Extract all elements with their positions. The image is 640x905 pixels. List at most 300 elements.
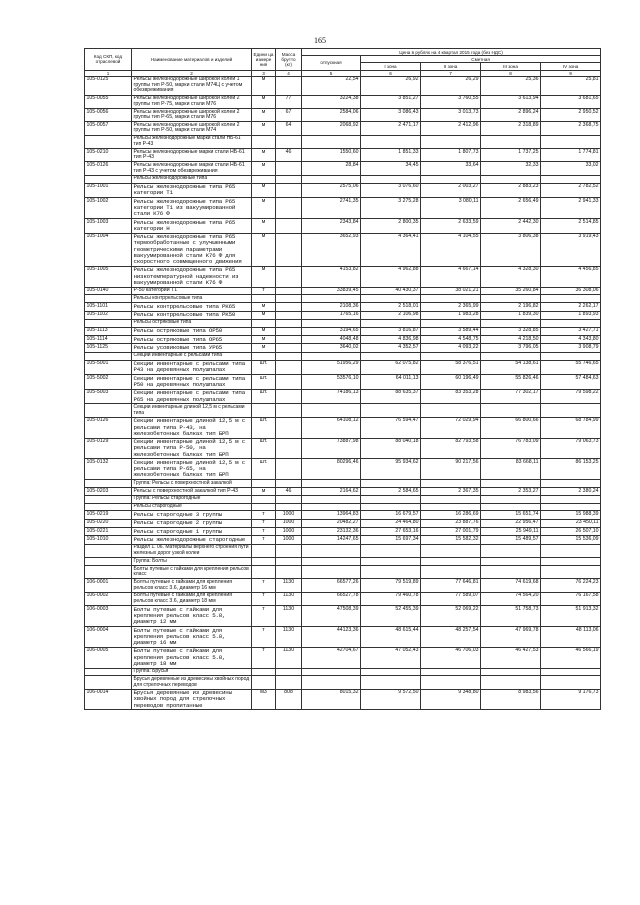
name-cell: Рельсы усовиковые типа УР65 [132,344,252,352]
empty-cell [302,352,361,360]
header-zone2: II зона [421,63,481,70]
group-row [85,135,601,148]
code-cell [85,495,132,503]
empty-cell [276,558,302,566]
col-index: 9 [541,70,601,76]
price-cell: 57 484,63 [541,375,601,390]
name-cell: Рельсы железнодорожные типа Р65 категории Н [132,218,252,233]
price-cell: 83 668,11 [481,459,541,480]
mass-cell: 1130 [276,626,302,647]
price-cell: 22 956,47 [481,519,541,527]
price-cell: 3 076,60 [361,183,421,198]
code-cell [85,135,132,148]
price-cell: 2 782,52 [541,183,601,198]
price-cell: 58 376,51 [421,360,481,375]
unit-cell: м [252,108,276,121]
price-cell: 23 887,76 [421,519,481,527]
empty-cell [421,404,481,417]
mass-cell [276,233,302,266]
price-cell: 2 656,49 [481,198,541,219]
empty-cell [276,480,302,488]
unit-cell: т [252,647,276,668]
empty-cell [481,676,541,689]
unit-cell: м [252,76,276,95]
price-cell: 2 003,27 [421,183,481,198]
empty-cell [276,668,302,676]
table-row [85,528,601,536]
empty-cell [541,544,601,557]
code-cell [85,352,132,360]
price-cell: 2 353,27 [481,487,541,495]
price-cell: 15 582,32 [421,536,481,544]
empty-cell [541,295,601,303]
price-cell: 33,64 [421,162,481,175]
unit-cell: м [252,344,276,352]
mass-cell: 1130 [276,592,302,605]
empty-cell [276,295,302,303]
code-cell: 105-1004 [85,233,132,266]
table-row [85,162,601,175]
price-cell: 48 257,54 [421,626,481,647]
code-cell [85,676,132,689]
price-cell: 26 507,10 [541,528,601,536]
price-cell: 3 851,27 [361,95,421,108]
price-cell: 51 758,73 [481,606,541,627]
price-cell: 64108,12 [302,417,361,438]
empty-cell [361,503,421,511]
unit-cell: м [252,336,276,344]
price-cell: 4 328,30 [481,266,541,287]
code-cell: 105-1003 [85,218,132,233]
empty-cell [541,135,601,148]
price-cell: 16 679,57 [361,511,421,519]
price-cell: 46 566,19 [541,647,601,668]
price-cell: 26,92 [361,76,421,95]
unit-cell: шт. [252,389,276,404]
empty-cell [252,676,276,689]
empty-cell [252,503,276,511]
price-cell: 42704,67 [302,647,361,668]
empty-cell [481,544,541,557]
name-cell: Рельсы железнодорожные старогодные [132,536,252,544]
empty-cell [481,352,541,360]
group-row [85,319,601,327]
empty-cell [481,175,541,183]
group-name-cell: Рельсы остряковые типа [132,319,252,327]
code-cell: 105-1102 [85,311,132,319]
empty-cell [541,566,601,579]
empty-cell [361,676,421,689]
price-cell: 34,45 [361,162,421,175]
price-cell: 3 613,94 [481,95,541,108]
price-cell: 33839,45 [302,287,361,295]
empty-cell [276,404,302,417]
code-cell: 106-0014 [85,689,132,710]
empty-cell [421,668,481,676]
mass-cell [276,303,302,311]
name-cell: Рельсы железнодорожные типа Р65 категории Т1 [132,183,252,198]
code-cell: 105-0203 [85,487,132,495]
group-row [85,295,601,303]
price-cell: 27 653,16 [361,528,421,536]
price-cell: 47 052,43 [361,647,421,668]
header-name: Наименование материалов и изделий [132,49,252,71]
price-cell: 82 793,58 [421,438,481,459]
price-cell: 88 635,37 [361,389,421,404]
unit-cell: т [252,606,276,627]
price-cell: 46 706,03 [421,647,481,668]
empty-cell [252,558,276,566]
mass-cell [276,336,302,344]
price-cell: 1 737,25 [481,149,541,162]
group-name-cell: Группа: Брусья [132,668,252,676]
empty-cell [421,566,481,579]
empty-cell [541,668,601,676]
table-row [85,438,601,459]
price-cell: 9 176,73 [541,689,601,710]
unit-cell: м [252,149,276,162]
mass-cell: 1130 [276,579,302,592]
price-cell: 4 836,98 [361,336,421,344]
empty-cell [252,544,276,557]
price-cell: 2 633,59 [421,218,481,233]
table-row [85,459,601,480]
empty-cell [276,566,302,579]
empty-cell [302,295,361,303]
empty-cell [252,295,276,303]
header-mass: Масса брутто (кг) [276,49,302,71]
table-row [85,122,601,135]
empty-cell [276,495,302,503]
empty-cell [481,668,541,676]
empty-cell [361,352,421,360]
price-cell: 3 589,44 [421,327,481,335]
empty-cell [541,480,601,488]
mass-cell: 808 [276,689,302,710]
price-cell: 1 807,73 [421,149,481,162]
price-cell: 2 442,30 [481,218,541,233]
group-name-cell: Группа: Рельсы с поверхностной закалкой [132,480,252,488]
name-cell: Брусья деревянные из древесины хвойных пород для стрелочных переводов пропитанные [132,689,252,710]
table-row [85,606,601,627]
code-cell [85,668,132,676]
code-cell: 105-0219 [85,511,132,519]
empty-cell [361,566,421,579]
mass-cell: 1000 [276,536,302,544]
price-cell: 23132,36 [302,528,361,536]
code-cell: 106-0005 [85,647,132,668]
empty-cell [276,135,302,148]
table-row [85,487,601,495]
price-cell: 66 800,66 [481,417,541,438]
empty-cell [481,135,541,148]
code-cell [85,566,132,579]
group-row [85,404,601,417]
empty-cell [276,319,302,327]
table-row [85,287,601,295]
mass-cell: 46 [276,487,302,495]
name-cell: Рельсы железнодорожные широкой колеи 2 группы тип Р-65, марки стали М76 [132,108,252,121]
price-cell: 3 328,85 [481,327,541,335]
name-cell: Рельсы старогодные 1 группы [132,528,252,536]
price-cell: 46 427,53 [481,647,541,668]
name-cell: Секции инвентарные длиной 12,5 м с рельсами типа Р-65, на железобетонных балках тип БРП [132,459,252,480]
price-cell: 2584,06 [302,108,361,121]
empty-cell [302,676,361,689]
empty-cell [361,668,421,676]
price-cell: 79 598,22 [541,389,601,404]
price-cell: 47 969,78 [481,626,541,647]
code-cell: 105-1005 [85,266,132,287]
name-cell: Болты путевые с гайками для крепления рельсов класс 5.8, диаметр 16 мм [132,626,252,647]
price-cell: 53576,10 [302,375,361,390]
name-cell: Секции инвентарные длиной 12,5 м с рельсами типа Р-43, на железобетонных балках тип БРП [132,417,252,438]
mass-cell [276,375,302,390]
empty-cell [302,319,361,327]
header-unit: Едини ца измере ния [252,49,276,71]
empty-cell [252,135,276,148]
price-cell: 2164,62 [302,487,361,495]
price-cell: 15 489,57 [481,536,541,544]
name-cell: Болты путевые с гайками для крепления рельсов класс 3.6, диаметр 16 мм [132,579,252,592]
empty-cell [361,295,421,303]
price-cell: 83 353,28 [421,389,481,404]
empty-cell [481,295,541,303]
unit-cell: м [252,218,276,233]
empty-cell [252,175,276,183]
header-estimate: Сметная [361,56,601,63]
price-cell: 86 153,25 [541,459,601,480]
table-row [85,592,601,605]
table-row [85,344,601,352]
group-name-cell: Раздел 1. 06. Материалы верхнего строения пути железных дорог узкой колеи [132,544,252,557]
name-cell: Рельсы остряковые типа ОР50 [132,327,252,335]
mass-cell [276,162,302,175]
unit-cell: т [252,287,276,295]
empty-cell [302,558,361,566]
code-cell: 105-1114 [85,336,132,344]
unit-cell: шт. [252,459,276,480]
empty-cell [361,495,421,503]
price-cell: 51956,29 [302,360,361,375]
empty-cell [421,295,481,303]
mass-cell: 64 [276,122,302,135]
empty-cell [302,175,361,183]
mass-cell: 1000 [276,511,302,519]
mass-cell [276,218,302,233]
mass-cell [276,183,302,198]
price-cell: 88 040,18 [361,438,421,459]
empty-cell [421,544,481,557]
empty-cell [302,503,361,511]
code-cell [85,558,132,566]
empty-cell [421,558,481,566]
price-cell: 15 697,34 [361,536,421,544]
price-cell: 35 260,84 [481,287,541,295]
price-cell: 25,36 [481,76,541,95]
table-row [85,519,601,527]
mass-cell [276,344,302,352]
empty-cell [361,480,421,488]
code-cell: 105-5001 [85,360,132,375]
empty-cell [361,319,421,327]
price-cell: 95 934,62 [361,459,421,480]
empty-cell [541,558,601,566]
price-cell: 14247,65 [302,536,361,544]
price-cell: 48 615,44 [361,626,421,647]
price-cell: 4 962,88 [361,266,421,287]
price-cell: 2 471,17 [361,122,421,135]
code-cell: 106-0002 [85,592,132,605]
empty-cell [541,503,601,511]
empty-cell [421,495,481,503]
price-cell: 13964,83 [302,511,361,519]
group-name-cell: Рельсы железнодорожные марки стали НБ-61 тип Р-43 [132,135,252,148]
name-cell: Рельсы железнодорожные широкой колеи 1 группы тип Р-50, марки стали М74Ц с учетом обезвреживания [132,76,252,95]
price-cell: 74 619,68 [481,579,541,592]
empty-cell [481,319,541,327]
price-cell: 76 594,47 [361,417,421,438]
code-cell: 105-0221 [85,528,132,536]
price-cell: 4 456,85 [541,266,601,287]
price-cell: 90 217,56 [421,459,481,480]
price-cell: 3 013,73 [421,108,481,121]
price-cell: 2 883,23 [481,183,541,198]
table-row [85,198,601,219]
price-cell: 77 589,07 [421,592,481,605]
code-cell: 105-5002 [85,375,132,390]
price-cell: 2 380,24 [541,487,601,495]
price-cell: 3 908,79 [541,344,601,352]
price-table [84,48,601,710]
table-row [85,536,601,544]
mass-cell [276,198,302,219]
price-cell: 64 011,13 [361,375,421,390]
unit-cell: т [252,579,276,592]
name-cell: Рельсы железнодорожные типа Р65 термообработанные с улучшенными геометрическими параметрами вакуумированной стали К76 Ф для скоростного совмещенного движения [132,233,252,266]
empty-cell [421,135,481,148]
price-cell: 15 988,39 [541,511,601,519]
price-cell: 2 584,65 [361,487,421,495]
empty-cell [481,566,541,579]
code-cell [85,503,132,511]
price-cell: 33,02 [541,162,601,175]
unit-cell: м3 [252,689,276,710]
price-cell: 32,33 [481,162,541,175]
table-row [85,360,601,375]
code-cell [85,295,132,303]
table-row [85,303,601,311]
name-cell: Секции инвентарные с рельсами типа Р50 на деревянных полушпалах [132,375,252,390]
code-cell: 105-0057 [85,122,132,135]
name-cell: Рельсы железнодорожные типа Р65 категории Т1 из вакуумированной стали К76 Ф [132,198,252,219]
group-row [85,352,601,360]
empty-cell [302,480,361,488]
price-cell: 73887,98 [302,438,361,459]
code-cell [85,319,132,327]
unit-cell: м [252,311,276,319]
name-cell: Рельсы контррельсовые типа РК65 [132,303,252,311]
code-cell [85,480,132,488]
code-cell: 105-0055 [85,95,132,108]
mass-cell [276,417,302,438]
code-cell: 105-1002 [85,198,132,219]
mass-cell [276,327,302,335]
code-cell: 105-0125 [85,76,132,95]
mass-cell [276,76,302,95]
table-row [85,336,601,344]
price-cell: 52 455,39 [361,606,421,627]
page-number: 165 [314,36,326,45]
unit-cell: м [252,198,276,219]
col-index: 2 [132,70,252,76]
price-cell: 4048,48 [302,336,361,344]
name-cell: Секции инвентарные длиной 12,5 м с рельсами типа Р-50, на железобетонных балках тип БРП [132,438,252,459]
unit-cell: шт. [252,360,276,375]
name-cell: Рельсы железнодорожные широкой колеи 2 группы тип Р-75, марки стали М76 [132,95,252,108]
price-cell: 2343,84 [302,218,361,233]
price-cell: 2 896,24 [481,108,541,121]
mass-cell [276,438,302,459]
empty-cell [252,404,276,417]
price-cell: 28,84 [302,162,361,175]
price-cell: 2 518,01 [361,303,421,311]
price-cell: 4 548,75 [421,336,481,344]
table-row [85,511,601,519]
unit-cell: м [252,327,276,335]
price-cell: 4 104,55 [421,233,481,266]
mass-cell [276,360,302,375]
table-row [85,183,601,198]
empty-cell [252,566,276,579]
price-cell: 15 651,74 [481,511,541,519]
price-cell: 9 572,50 [361,689,421,710]
price-cell: 3 275,28 [361,198,421,219]
price-cell: 1550,60 [302,149,361,162]
empty-cell [421,503,481,511]
price-cell: 3 427,71 [541,327,601,335]
price-cell: 2 800,35 [361,218,421,233]
price-cell: 2 106,98 [361,311,421,319]
price-cell: 2068,92 [302,122,361,135]
table-row [85,76,601,95]
price-cell: 4 352,57 [361,344,421,352]
price-cell: 66527,78 [302,592,361,605]
group-row [85,175,601,183]
code-cell: 105-1113 [85,327,132,335]
name-cell: Рельсы железнодорожные марки стали НБ-61 тип Р-43 с учетом обезвреживания [132,162,252,175]
code-cell: 105-1101 [85,303,132,311]
code-cell: 105-0220 [85,519,132,527]
mass-cell [276,459,302,480]
price-cell: 23 450,11 [541,519,601,527]
empty-cell [421,175,481,183]
group-name-cell: Группа: Болты [132,558,252,566]
price-cell: 3 681,65 [541,95,601,108]
empty-cell [421,480,481,488]
group-row [85,566,601,579]
table-row [85,579,601,592]
price-cell: 79 460,78 [361,592,421,605]
group-name-cell: Секции инвентарные с рельсами типа [132,352,252,360]
price-cell: 2 365,99 [421,303,481,311]
empty-cell [421,319,481,327]
price-cell: 3 080,11 [421,198,481,219]
price-cell: 55 746,65 [541,360,601,375]
name-cell: Рельсы остряковые типа ОР65 [132,336,252,344]
price-cell: 62 075,82 [361,360,421,375]
unit-cell: м [252,122,276,135]
